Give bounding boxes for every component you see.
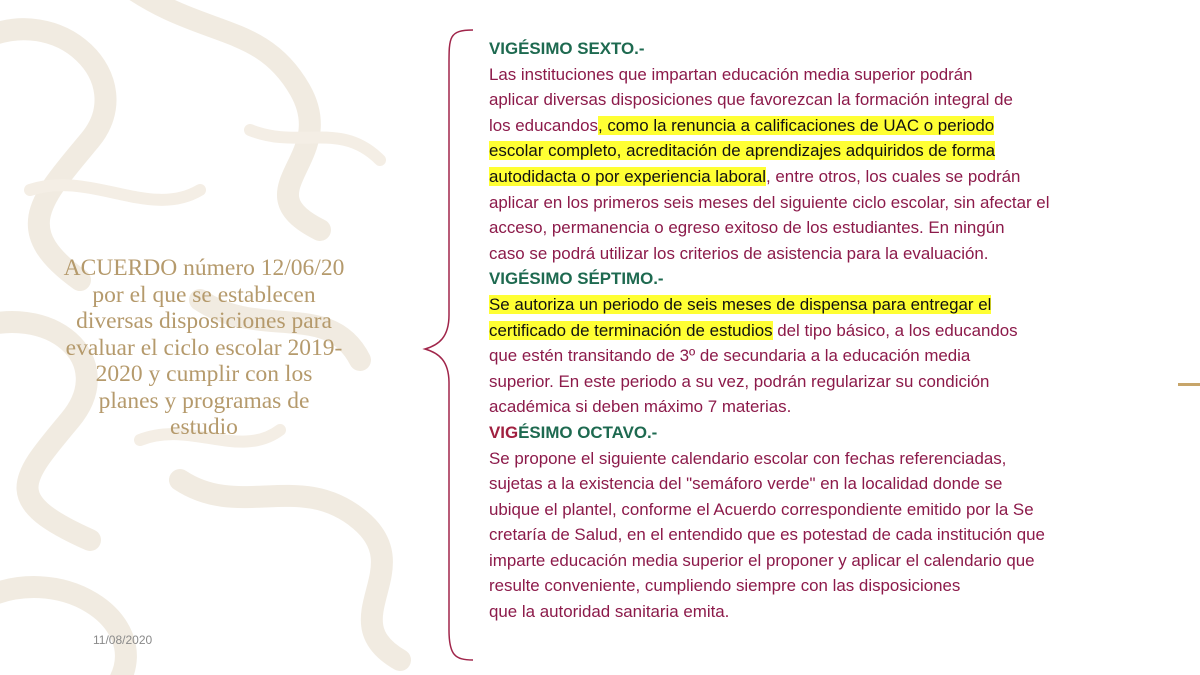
body-line: [489, 164, 1179, 190]
title-line: diversas disposiciones para: [76, 308, 332, 334]
body-line: caso se podrá utilizar los criterios de asistencia para la evaluación.: [489, 243, 989, 263]
highlighted-text: , como la renuncia a calificaciones de UAC o periodo: [597, 115, 995, 135]
body-line: imparte educación media superior el proponer y aplicar el calendario que: [489, 550, 1035, 570]
body-line: [489, 138, 1179, 164]
title-line: planes y programas de: [98, 387, 310, 414]
body-line: que estén transitando de 3º de secundaria a la educación media: [489, 346, 971, 366]
body-line: resulte conveniente, cumpliendo siempre con las disposiciones: [489, 576, 961, 596]
heading-suffix: ÉSIMO OCTAVO.-: [518, 422, 658, 442]
articles-content: [489, 36, 1179, 625]
title-line: evaluar el ciclo escolar 2019-: [65, 334, 343, 361]
body-line: que la autoridad sanitaria emita.: [489, 602, 730, 622]
body-line: aplicar en los primeros seis meses del siguiente ciclo escolar, sin afectar el: [489, 192, 1050, 212]
body-line: cretaría de Salud, en el entendido que es potestad de cada institución que: [489, 525, 1045, 545]
accent-line: [1178, 383, 1200, 386]
presentation-title: [10, 255, 398, 441]
highlighted-text: certificado de terminación de estudios: [489, 320, 773, 340]
highlighted-text: Se autoriza un periodo de seis meses de dispensa para entregar el: [489, 294, 992, 314]
body-text: del tipo básico, a los educandos: [772, 320, 1018, 340]
title-line: ACUERDO número 12/06/20: [63, 255, 345, 281]
body-line: [489, 318, 1179, 344]
body-line: académica si deben máximo 7 materias.: [489, 397, 792, 417]
heading-prefix: VIG: [489, 422, 519, 442]
highlighted-text: escolar completo, acreditación de aprendizajes adquiridos de forma: [489, 141, 996, 161]
body-line: ubique el plantel, conforme el Acuerdo correspondiente emitido por la Se: [489, 499, 1034, 519]
body-text: , entre otros, los cuales se podrán: [766, 166, 1021, 186]
slide-date: 11/08/2020: [93, 633, 153, 647]
heading-vigesimo-septimo: VIGÉSIMO SÉPTIMO.-: [489, 269, 664, 289]
body-line: Se propone el siguiente calendario escolar con fechas referenciadas,: [489, 448, 1007, 468]
body-line: sujetas a la existencia del "semáforo verde" en la localidad donde se: [489, 474, 1003, 494]
curly-brace-icon: [415, 25, 485, 665]
highlighted-text: autodidacta o por experiencia laboral: [489, 166, 767, 186]
body-line: [489, 292, 1179, 318]
heading-vigesimo-octavo: [489, 420, 1179, 446]
body-text: los educandos: [489, 115, 598, 135]
title-line: por el que se establecen: [92, 281, 316, 308]
body-line: acceso, permanencia o egreso exitoso de los estudiantes. En ningún: [489, 218, 1005, 238]
title-line: estudio: [170, 414, 238, 440]
body-line: Las instituciones que impartan educación media superior podrán: [489, 64, 973, 84]
body-line: superior. En este periodo a su vez, podrán regularizar su condición: [489, 371, 990, 391]
heading-vigesimo-sexto: VIGÉSIMO SEXTO.-: [489, 39, 645, 58]
title-line: 2020 y cumplir con los: [95, 361, 313, 387]
body-line: aplicar diversas disposiciones que favorezcan la formación integral de: [489, 90, 1013, 110]
body-line: [489, 113, 1179, 139]
